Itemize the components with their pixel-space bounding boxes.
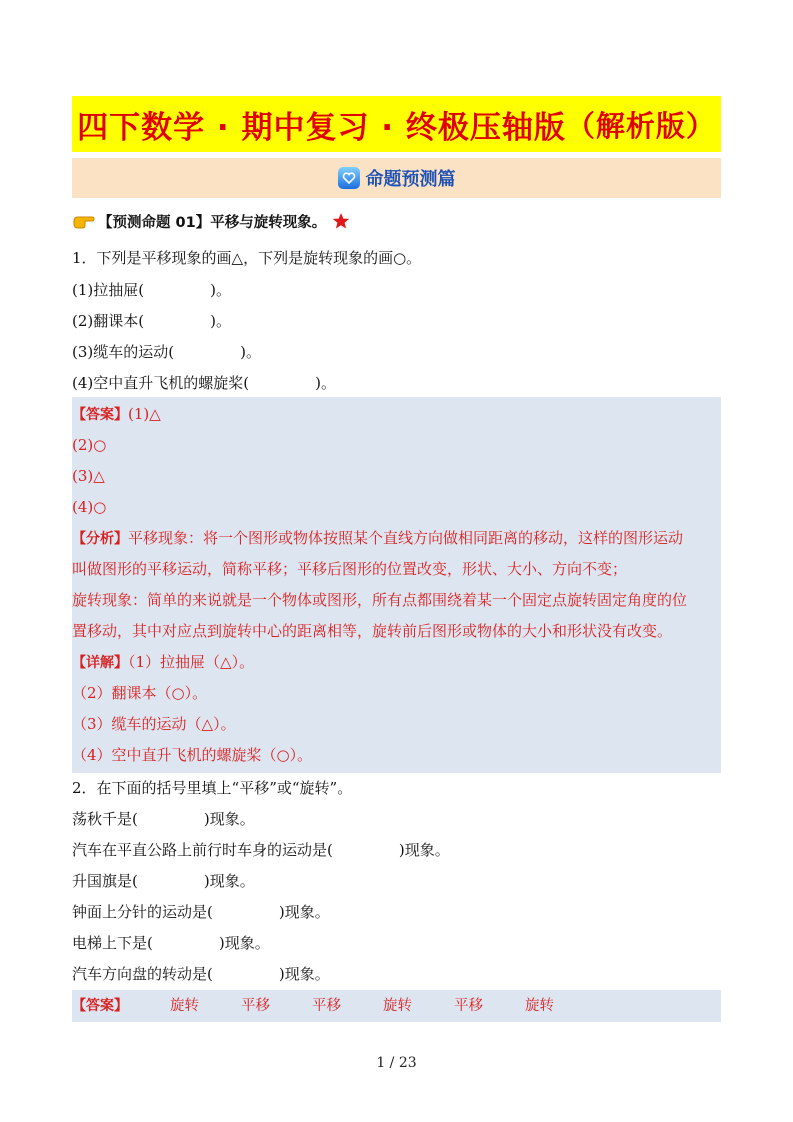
pointing-hand-icon xyxy=(72,212,96,230)
answer-line-2: (2)○ xyxy=(72,436,107,454)
question-2-item-5: 电梯上下是( )现象。 xyxy=(72,934,270,952)
answer-line-1: 【答案】(1)△ xyxy=(72,405,161,423)
answer-line-4: (4)○ xyxy=(72,498,107,516)
detail-line-2: （2）翻课本（○）。 xyxy=(72,684,208,702)
question-2-item-3: 升国旗是( )现象。 xyxy=(72,872,255,890)
question-1-item-4: (4)空中直升飞机的螺旋桨( )。 xyxy=(72,374,336,392)
document-title xyxy=(72,96,721,152)
detail-line-3: （3）缆车的运动（△）。 xyxy=(72,715,236,733)
question-1-item-3: (3)缆车的运动( )。 xyxy=(72,343,261,361)
subtitle-text: 命题预测篇 xyxy=(365,169,456,190)
question-2-item-4: 钟面上分针的运动是( )现象。 xyxy=(72,903,330,921)
question-1-item-1: (1)拉抽屉( )。 xyxy=(72,281,231,299)
analysis-line-3: 旋转现象：简单的来说就是一个物体或图形，所有点都围绕着某一个固定点旋转固定角度的位 xyxy=(72,591,688,609)
detail-line-1: 【详解】（1）拉抽屉（△）。 xyxy=(72,653,255,671)
question-1-stem: 1．下列是平移现象的画△，下列是旋转现象的画○。 xyxy=(72,249,422,267)
question-2-item-1: 荡秋千是( )现象。 xyxy=(72,810,255,828)
question-2-item-6: 汽车方向盘的转动是( )现象。 xyxy=(72,965,330,983)
detail-line-4: （4）空中直升飞机的螺旋桨（○）。 xyxy=(72,746,313,764)
title-suffix: （解析版） xyxy=(565,108,716,143)
question-1-item-2: (2)翻课本( )。 xyxy=(72,312,231,330)
section-subtitle xyxy=(72,158,721,198)
analysis-line-1: 【分析】平移现象：将一个图形或物体按照某个直线方向做相同距离的移动，这样的图形运动 xyxy=(72,529,684,547)
question-2-answer-line: 【答案】 旋转 平移 平移 旋转 平移 旋转 xyxy=(72,998,554,1014)
heart-book-icon xyxy=(338,167,360,189)
question-2-stem: 2．在下面的括号里填上“平移”或“旋转”。 xyxy=(72,779,353,797)
title-main: 四下数学 · 期中复习 · 终极压轴版 xyxy=(77,109,566,146)
topic-label: 【预测命题 01】平移与旋转现象。 xyxy=(98,214,327,231)
answer-line-3: (3)△ xyxy=(72,467,105,485)
analysis-line-2: 叫做图形的平移运动，简称平移；平移后图形的位置改变，形状、大小、方向不变； xyxy=(72,560,628,578)
question-2-item-2: 汽车在平直公路上前行时车身的运动是( )现象。 xyxy=(72,841,450,859)
page-number: 1 / 23 xyxy=(376,1055,417,1071)
analysis-line-4: 置移动，其中对应点到旋转中心的距离相等，旋转前后图形或物体的大小和形状没有改变。 xyxy=(72,622,673,640)
topic-heading xyxy=(72,210,350,232)
star-icon xyxy=(332,212,350,230)
